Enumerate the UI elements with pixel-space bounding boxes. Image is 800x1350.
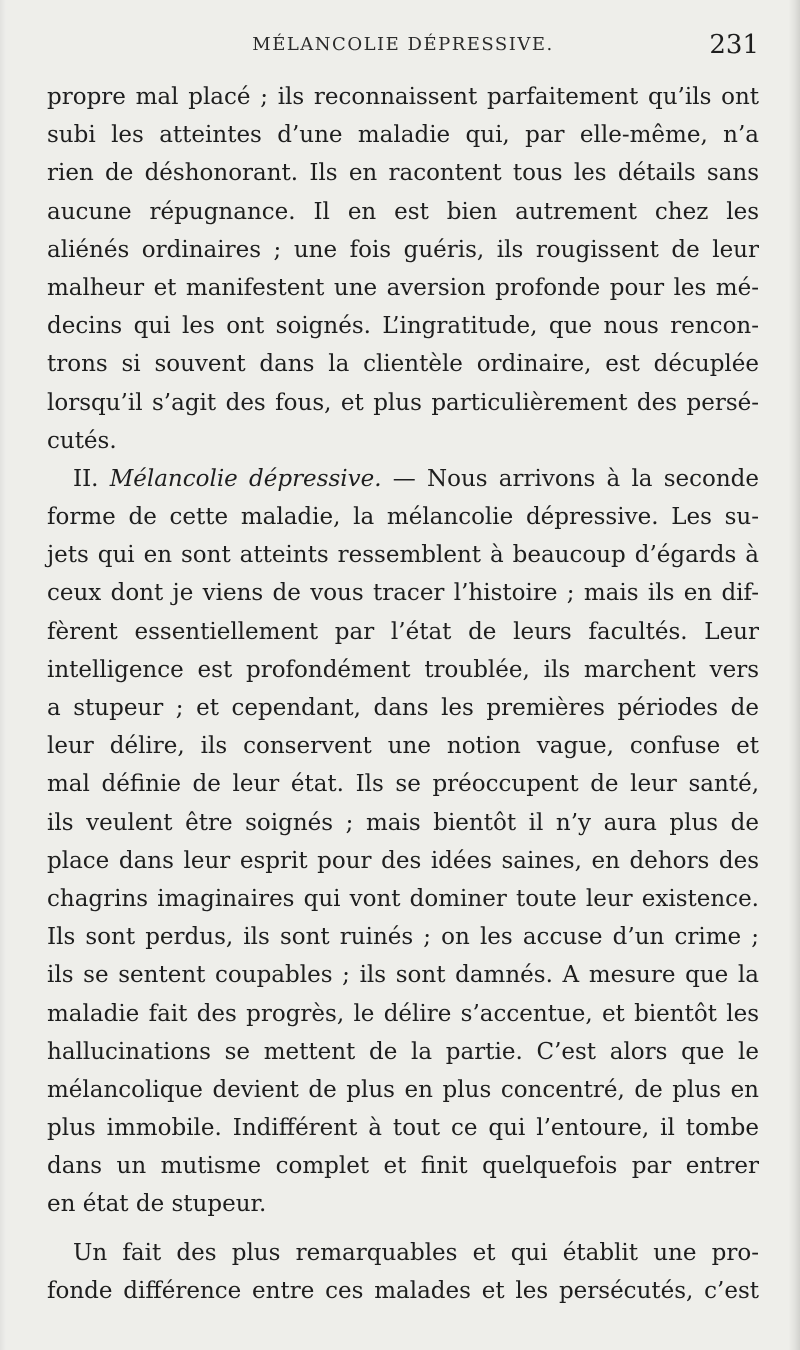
text-line: propre mal placé ; ils reconnaissent parfaitement qu’ils ont [47,84,759,110]
text-line-last: cutés. [47,427,117,454]
text-line: Ils sont perdus, ils sont ruinés ; on les accuse d’un crime ; [47,924,759,951]
text-line: fèrent essentiellement par l’état de leurs facultés. Leur [47,618,759,645]
paragraph-continued [47,78,759,460]
text-line: leur délire, ils conservent une notion vague, confuse et [47,733,759,760]
text-line: place dans leur esprit pour des idées saines, en dehors des [47,847,759,874]
text-line: maladie fait des progrès, le délire s’accentue, et bientôt les [47,1000,759,1027]
running-title: MÉLANCOLIE DÉPRESSIVE. [252,34,554,55]
text-line: ceux dont je viens de vous tracer l’histoire ; mais ils en dif- [47,580,759,607]
section-heading-line [47,460,759,498]
section-paragraph [47,460,759,1224]
text-line: dans un mutisme complet et finit quelquefois par entrer [47,1153,759,1180]
text-line: ils veulent être soignés ; mais bientôt il n’y aura plus de [47,809,759,836]
text-line-last: en état de stupeur. [47,1191,267,1218]
paragraph-gap [47,1224,759,1234]
text-line: a stupeur ; et cependant, dans les premières périodes de [47,695,759,721]
text-line: jets qui en sont atteints ressemblent à beaucoup d’égards à [47,542,759,569]
page-body [47,78,759,1310]
text-line: intelligence est profondément troublée, ils marchent vers [47,656,759,683]
section-first-line-text: — Nous arrivons à la seconde [392,465,760,492]
text-line: forme de cette maladie, la mélancolie dépressive. Les su- [47,504,759,531]
text-line: subi les atteintes d’une maladie qui, par elle-même, n’a [47,122,759,149]
text-line: aucune répugnance. Il en est bien autrement chez les [47,198,759,225]
text-line: mélancolique devient de plus en plus concentré, de plus en [47,1076,759,1103]
text-line: rien de déshonorant. Ils en racontent tous les détails sans [47,160,759,187]
text-line: plus immobile. Indifférent à tout ce qui l’entoure, il tombe [47,1115,759,1142]
text-line: fonde différence entre ces malades et les persécutés, c’est [47,1277,759,1304]
running-head [47,30,759,64]
text-line: hallucinations se mettent de la partie. C’est alors que le [47,1038,759,1065]
page-right-shadow [788,0,800,1350]
text-line: ils se sentent coupables ; ils sont damnés. A mesure que la [47,962,759,989]
page-number: 231 [709,30,759,60]
text-line: mal définie de leur état. Ils se préoccupent de leur santé, [47,771,759,798]
text-line: decins qui les ont soignés. L’ingratitude, que nous rencon- [47,313,759,340]
text-line: malheur et manifestent une aversion profonde pour les mé- [47,274,759,301]
text-line: trons si souvent dans la clientèle ordinaire, est décuplée [47,351,759,378]
text-line-first: Un fait des plus remarquables et qui établit une pro- [73,1239,759,1266]
section-title: Mélancolie dépressive. [109,465,382,492]
page-left-shadow [0,0,6,1350]
text-line: chagrins imaginaires qui vont dominer toute leur existence. [47,885,759,912]
text-line: aliénés ordinaires ; une fois guéris, ils rougissent de leur [47,236,759,263]
paragraph-next [47,1234,759,1310]
text-line: lorsqu’il s’agit des fous, et plus particulièrement des persé- [47,389,759,416]
section-number: II. [73,465,99,492]
